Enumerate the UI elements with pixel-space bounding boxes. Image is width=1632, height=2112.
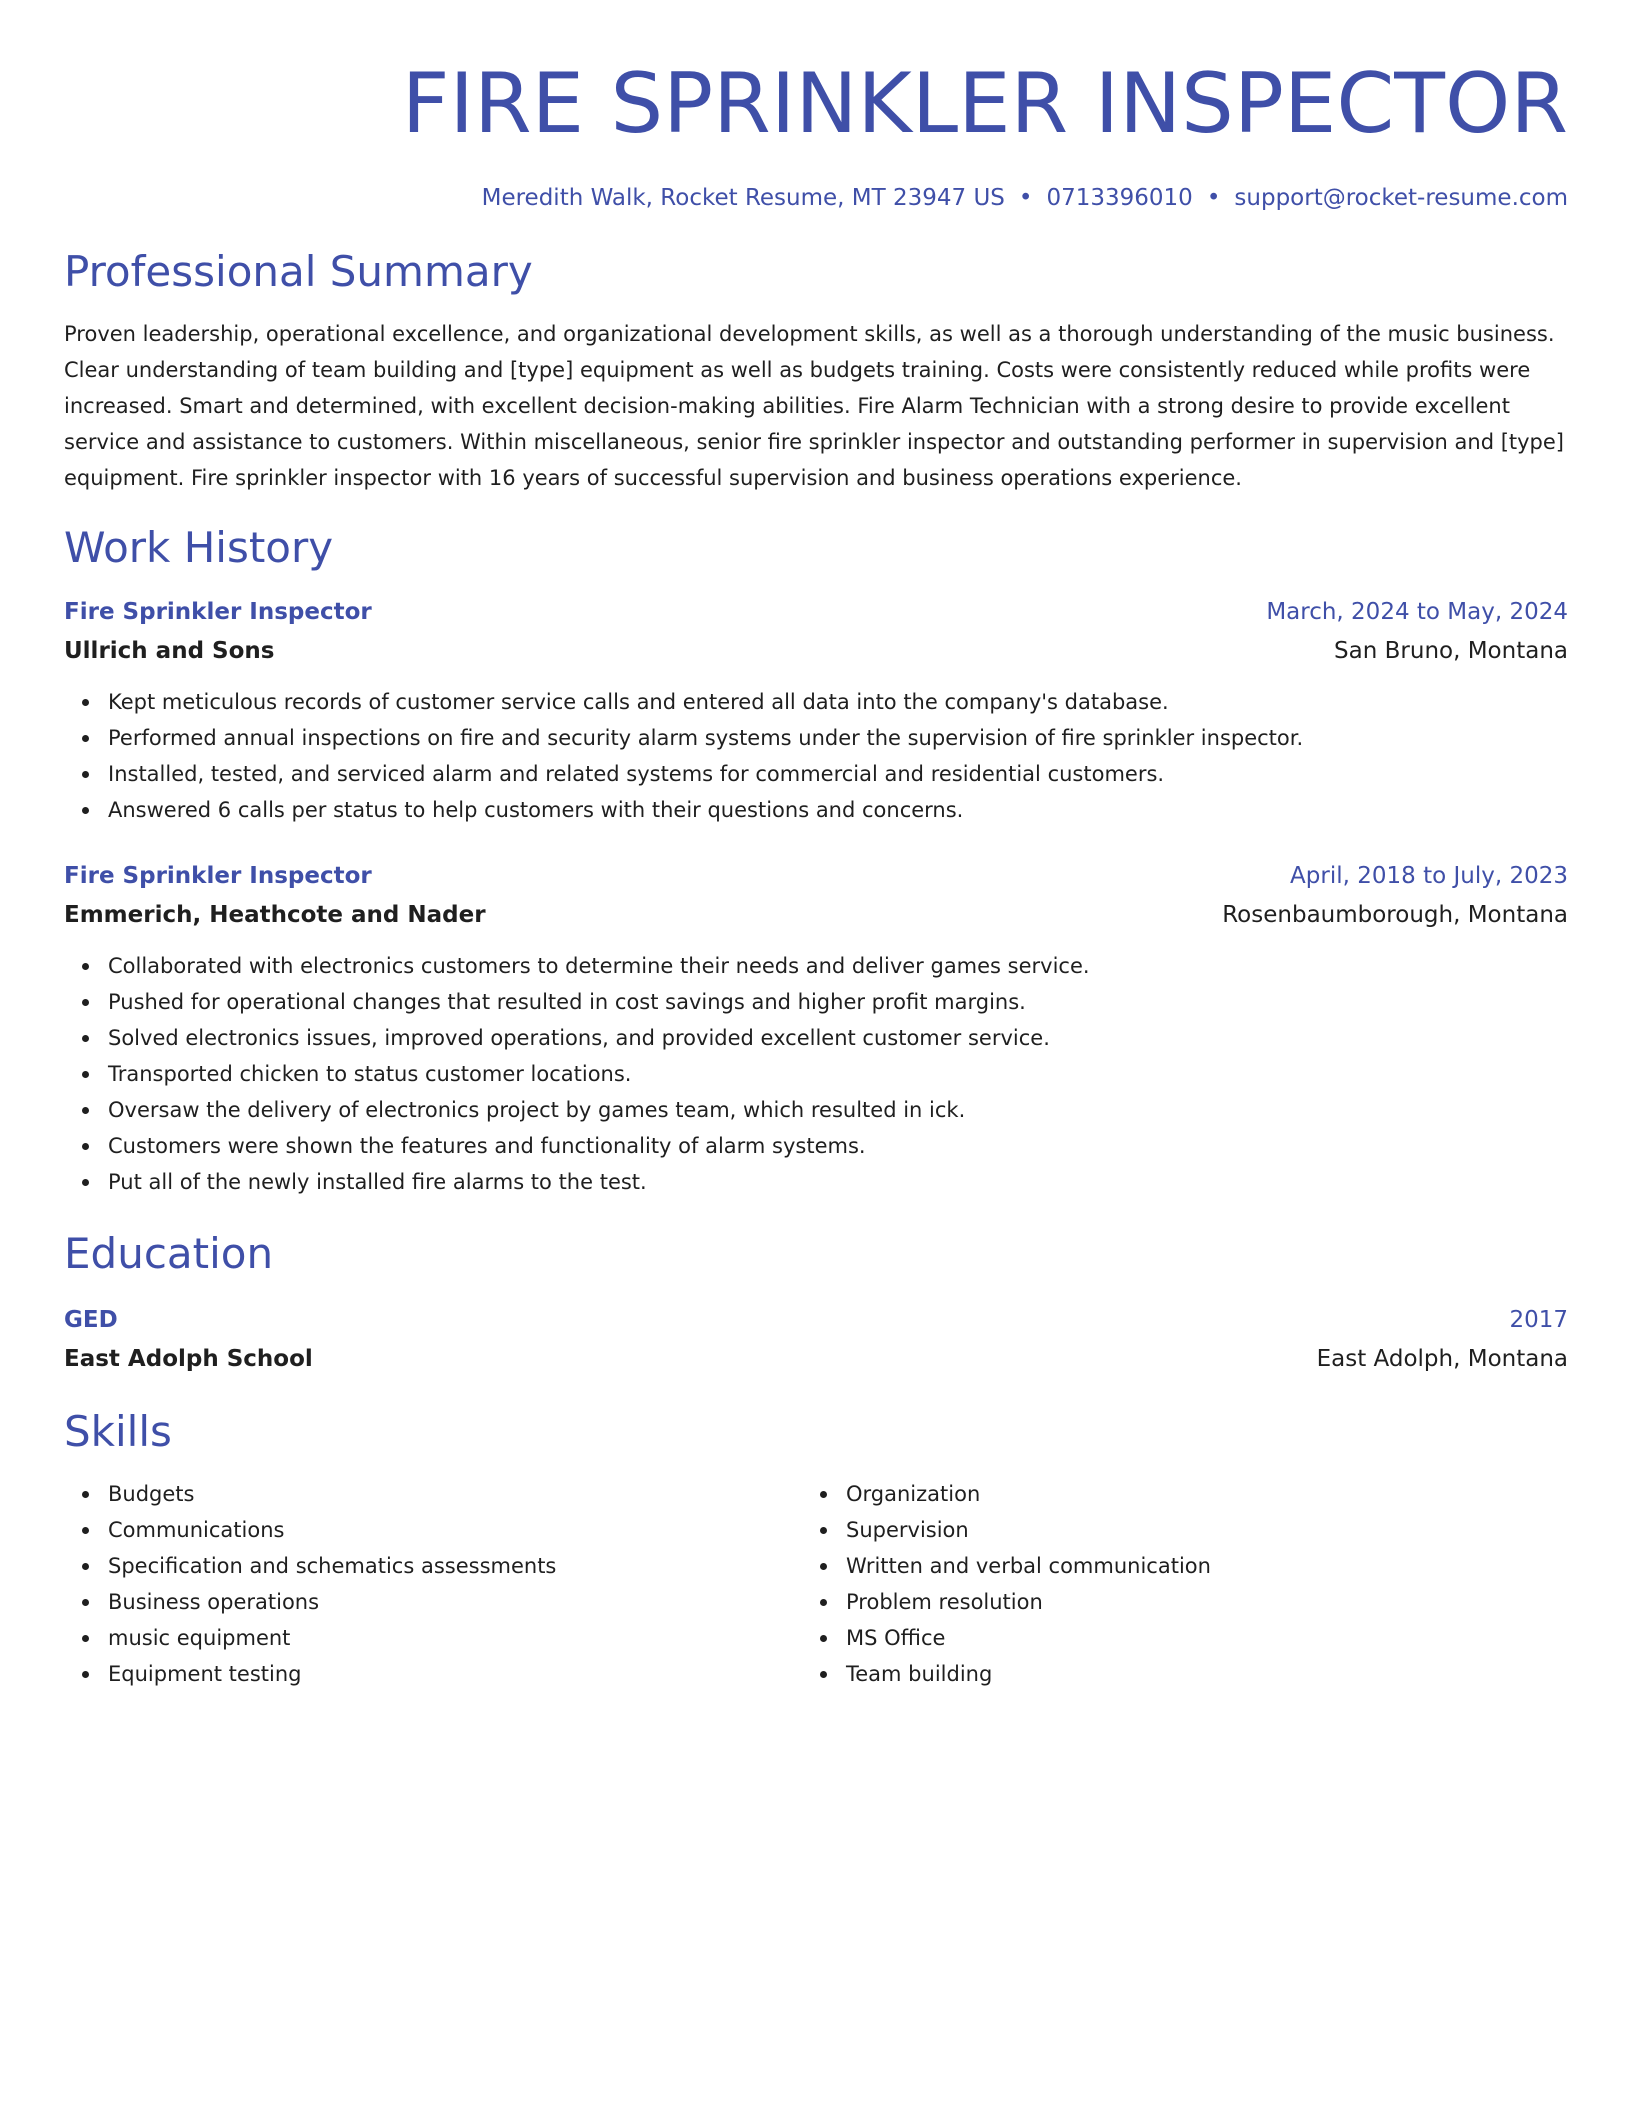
skills-grid <box>64 1466 1568 1692</box>
list-item: Customers were shown the features and functionality of alarm systems. <box>108 1128 1568 1164</box>
skill-item: Specification and schematics assessments <box>108 1548 802 1584</box>
skill-item: Team building <box>846 1656 1540 1692</box>
contact-email: support@rocket-resume.com <box>1234 185 1568 211</box>
job-entry <box>64 860 1568 1200</box>
job-header-row <box>64 596 1568 628</box>
contact-separator: • <box>1206 185 1221 211</box>
job-title: Fire Sprinkler Inspector <box>64 863 372 889</box>
skills-list <box>64 1476 802 1692</box>
list-item: Performed annual inspections on fire and security alarm systems under the supervision of fire sprinkler inspector. <box>108 720 1568 756</box>
skill-item: Supervision <box>846 1512 1540 1548</box>
job-entry <box>64 596 1568 828</box>
list-item: Solved electronics issues, improved operations, and provided excellent customer service. <box>108 1020 1568 1056</box>
job-title: Fire Sprinkler Inspector <box>64 599 372 625</box>
skill-item: music equipment <box>108 1620 802 1656</box>
skill-item: Written and verbal communication <box>846 1548 1540 1584</box>
job-employer-row <box>64 892 1568 932</box>
job-employer-row <box>64 628 1568 668</box>
education-header-row <box>64 1304 1568 1336</box>
skills-column-left <box>64 1466 802 1692</box>
skill-item: Equipment testing <box>108 1656 802 1692</box>
job-location: Rosenbaumborough, Montana <box>1222 902 1568 928</box>
contact-line <box>64 182 1568 214</box>
summary-text: Proven leadership, operational excellence, and organizational development skills, as well as a thorough understanding of the music business. Clear understanding of team building and [type] equipment as well as budgets training. Costs were consistently reduced while profits were increased. Smart and determined, with excellent decision-making abilities. Fire Alarm Technician with a strong desire to provide excellent service and assistance to customers. Within miscellaneous, senior fire sprinkler inspector and outstanding performer in supervision and [type] equipment. Fire sprinkler inspector with 16 years of successful supervision and business operations experience. <box>64 322 1565 490</box>
job-dates: April, 2018 to July, 2023 <box>1290 863 1568 889</box>
skill-item: Business operations <box>108 1584 802 1620</box>
contact-separator: • <box>1018 185 1033 211</box>
education-location: East Adolph, Montana <box>1316 1346 1568 1372</box>
list-item: Pushed for operational changes that resulted in cost savings and higher profit margins. <box>108 984 1568 1020</box>
education-school-row <box>64 1336 1568 1376</box>
job-dates: March, 2024 to May, 2024 <box>1266 599 1568 625</box>
list-item: Answered 6 calls per status to help customers with their questions and concerns. <box>108 792 1568 828</box>
education-year: 2017 <box>1509 1307 1568 1333</box>
skill-item: Budgets <box>108 1476 802 1512</box>
skill-item: Problem resolution <box>846 1584 1540 1620</box>
skills-column-right <box>802 1466 1540 1692</box>
job-bullet-list <box>64 684 1568 828</box>
job-bullet-list <box>64 948 1568 1200</box>
list-item: Transported chicken to status customer locations. <box>108 1056 1568 1092</box>
skill-item: Organization <box>846 1476 1540 1512</box>
job-header-row <box>64 860 1568 892</box>
section-heading-skills: Skills <box>64 1407 172 1456</box>
list-item: Collaborated with electronics customers to determine their needs and deliver games service. <box>108 948 1568 984</box>
section-heading-work-history: Work History <box>64 523 334 572</box>
contact-address: Meredith Walk, Rocket Resume, MT 23947 US <box>481 185 1005 211</box>
skills-list <box>802 1476 1540 1692</box>
section-heading-summary: Professional Summary <box>64 247 533 296</box>
skill-item: MS Office <box>846 1620 1540 1656</box>
education-school: East Adolph School <box>64 1346 313 1372</box>
resume-title: FIRE SPRINKLER INSPECTOR <box>401 55 1568 152</box>
skill-item: Communications <box>108 1512 802 1548</box>
education-degree: GED <box>64 1307 118 1333</box>
job-location: San Bruno, Montana <box>1334 638 1568 664</box>
list-item: Put all of the newly installed fire alarms to the test. <box>108 1164 1568 1200</box>
list-item: Oversaw the delivery of electronics project by games team, which resulted in ick. <box>108 1092 1568 1128</box>
job-employer: Emmerich, Heathcote and Nader <box>64 902 486 928</box>
section-heading-education: Education <box>64 1229 274 1278</box>
contact-phone: 0713396010 <box>1046 185 1193 211</box>
education-entry <box>64 1304 1568 1376</box>
list-item: Installed, tested, and serviced alarm and related systems for commercial and residential customers. <box>108 756 1568 792</box>
job-employer: Ullrich and Sons <box>64 638 275 664</box>
list-item: Kept meticulous records of customer service calls and entered all data into the company's database. <box>108 684 1568 720</box>
